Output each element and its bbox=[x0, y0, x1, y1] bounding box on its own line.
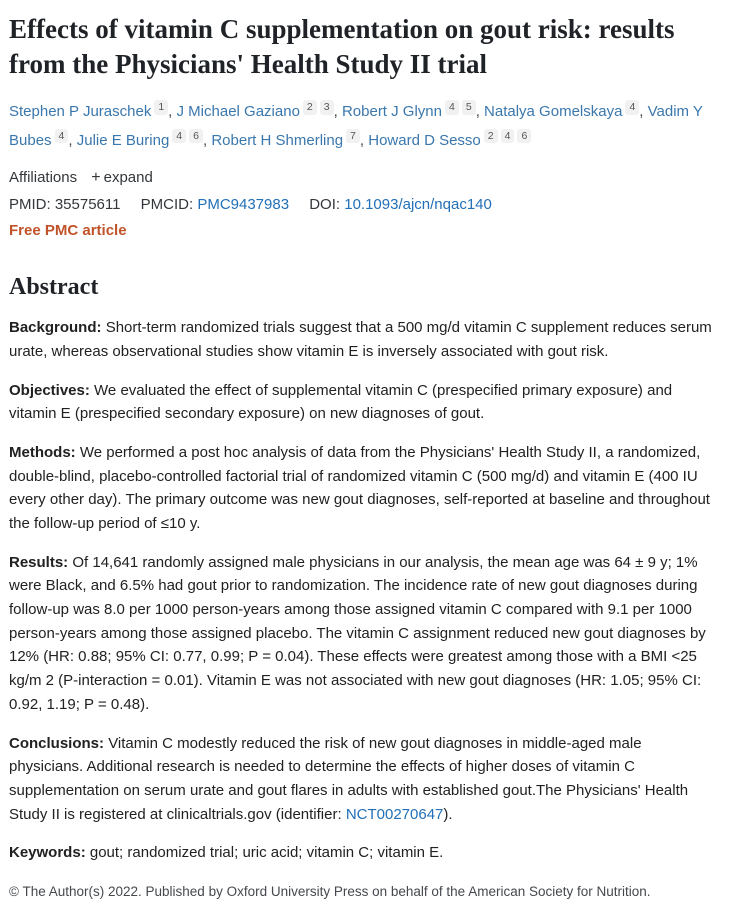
affiliation-superscript: 4 bbox=[625, 100, 639, 115]
author bbox=[9, 103, 172, 120]
pmcid-label: PMCID: bbox=[140, 196, 194, 214]
affiliation-superscript: 3 bbox=[320, 100, 334, 115]
affiliations-label: Affiliations bbox=[9, 169, 78, 187]
section-label: Conclusions: bbox=[9, 734, 105, 752]
abstract-section-conclusions bbox=[9, 732, 714, 827]
author-separator: , bbox=[202, 131, 208, 149]
section-text-tail: ). bbox=[443, 805, 453, 823]
affiliation-superscript: 5 bbox=[462, 100, 476, 115]
affiliations-expand-button[interactable] bbox=[91, 169, 153, 187]
article-ids-row bbox=[9, 196, 714, 213]
section-label: Methods: bbox=[9, 443, 76, 461]
section-text: Of 14,641 randomly assigned male physicians in our analysis, the mean age was 64 ± 9 y; 1% were Black, and 6.5% had gout prior to randomization. The incidence rate of new gout diagnoses during follow-up was 8.0 per 1000 person-years among those assigned vitamin C compared with 9.1 per 1000 person-years among those assigned placebo. The vitamin C assignment reduced new gout diagnoses by 12% (HR: 0.88; 95% CI: 0.77, 0.99; P = 0.04). These effects were greatest among those with a BMI <25 kg/m 2 (P-interaction = 0.01). Vitamin E was not associated with new gout diagnoses (HR: 1.05; 95% CI: 0.92, 1.19; P = 0.48). bbox=[9, 553, 706, 713]
section-text: Short-term randomized trials suggest that a 500 mg/d vitamin C supplement reduces serum urate, whereas observational studies show vitamin E is inversely associated with gout risk. bbox=[9, 319, 712, 360]
abstract-section-methods bbox=[9, 441, 714, 536]
author-separator: , bbox=[359, 131, 365, 149]
doi-label: DOI: bbox=[309, 196, 341, 214]
affiliation-superscript: 2 bbox=[303, 100, 317, 115]
keywords-row bbox=[9, 841, 714, 865]
affiliation-superscript: 6 bbox=[517, 129, 531, 144]
section-label: Objectives: bbox=[9, 381, 90, 399]
section-label: Background: bbox=[9, 319, 102, 337]
section-text: We evaluated the effect of supplemental vitamin C (prespecified primary exposure) and vitamin E (prespecified secondary exposure) on new diagnoses of gout. bbox=[9, 381, 673, 423]
keywords-text: gout; randomized trial; uric acid; vitamin C; vitamin E. bbox=[89, 844, 444, 862]
pmid-label: PMID: bbox=[9, 196, 51, 214]
author-link[interactable]: Robert H Shmerling bbox=[211, 131, 344, 149]
pmcid-link[interactable]: PMC9437983 bbox=[197, 196, 290, 214]
author-separator: , bbox=[68, 131, 73, 149]
doi-link[interactable]: 10.1093/ajcn/nqac140 bbox=[344, 196, 492, 214]
abstract-section-objectives bbox=[9, 379, 714, 426]
author bbox=[342, 103, 480, 120]
author-list bbox=[9, 98, 714, 155]
article-title: Effects of vitamin C supplementation on gout risk: results from the Physicians' Health Study II trial bbox=[9, 14, 675, 80]
affiliation-superscript: 4 bbox=[55, 129, 69, 144]
pmid-value: 35575611 bbox=[54, 196, 121, 214]
affiliation-superscript: 4 bbox=[501, 129, 515, 144]
section-text: Vitamin C modestly reduced the risk of new gout diagnoses in middle-aged male physicians. Additional research is needed to determine the effects of higher doses of vitamin C supplementation on serum urate and gout flares in adults with established gout.The Physicians' Health Study II is registered at clinicaltrials.gov (identifier: bbox=[9, 734, 689, 823]
plus-icon: + bbox=[91, 169, 101, 187]
section-label: Results: bbox=[9, 553, 69, 571]
affiliation-superscript: 6 bbox=[189, 129, 203, 144]
keywords-label: Keywords: bbox=[9, 844, 86, 862]
affiliation-superscript: 4 bbox=[172, 129, 186, 144]
abstract-section-results bbox=[9, 551, 714, 717]
author-separator: , bbox=[333, 103, 338, 121]
abstract-body bbox=[9, 316, 714, 865]
author bbox=[177, 103, 338, 120]
section-text: We performed a post hoc analysis of data from the Physicians' Health Study II, a randomized, double-blind, placebo-controlled factorial trial of randomized vitamin C (500 mg/d) and vitamin E (400 IU every other day). The primary outcome was new gout diagnoses, self-reported at baseline and throughout the follow-up period of ≤10 y. bbox=[9, 443, 710, 532]
author-link[interactable]: Howard D Sesso bbox=[368, 131, 481, 149]
author-separator: , bbox=[639, 103, 644, 121]
affiliation-superscript: 2 bbox=[484, 129, 498, 144]
author-link[interactable]: Julie E Buring bbox=[76, 131, 170, 149]
abstract-section-background bbox=[9, 316, 714, 363]
clinical-trial-link[interactable]: NCT00270647 bbox=[345, 805, 444, 823]
affiliation-superscript: 4 bbox=[445, 100, 459, 115]
author bbox=[211, 129, 365, 149]
author-link[interactable]: J Michael Gaziano bbox=[176, 103, 300, 121]
expand-label: expand bbox=[103, 169, 153, 187]
copyright-notice: © The Author(s) 2022. Published by Oxford University Press on behalf of the American Society for Nutrition. bbox=[9, 883, 651, 899]
author bbox=[76, 129, 208, 149]
author-link[interactable]: Vadim Y Bubes bbox=[9, 103, 703, 149]
doi-group bbox=[309, 196, 492, 213]
author-separator: , bbox=[168, 103, 173, 121]
pmcid-group bbox=[141, 196, 289, 213]
author bbox=[484, 103, 643, 120]
pmid-group bbox=[9, 196, 120, 213]
affiliation-superscript: 1 bbox=[154, 100, 168, 115]
author-link[interactable]: Robert J Glynn bbox=[341, 103, 442, 121]
author-separator: , bbox=[475, 103, 480, 121]
author-link[interactable]: Stephen P Juraschek bbox=[9, 103, 152, 121]
abstract-heading: Abstract bbox=[9, 274, 99, 301]
affiliation-superscript: 7 bbox=[346, 129, 360, 144]
affiliations-row bbox=[9, 169, 714, 187]
author bbox=[368, 129, 531, 149]
free-pmc-article-badge: Free PMC article bbox=[9, 222, 127, 240]
author-link[interactable]: Natalya Gomelskaya bbox=[484, 103, 623, 121]
